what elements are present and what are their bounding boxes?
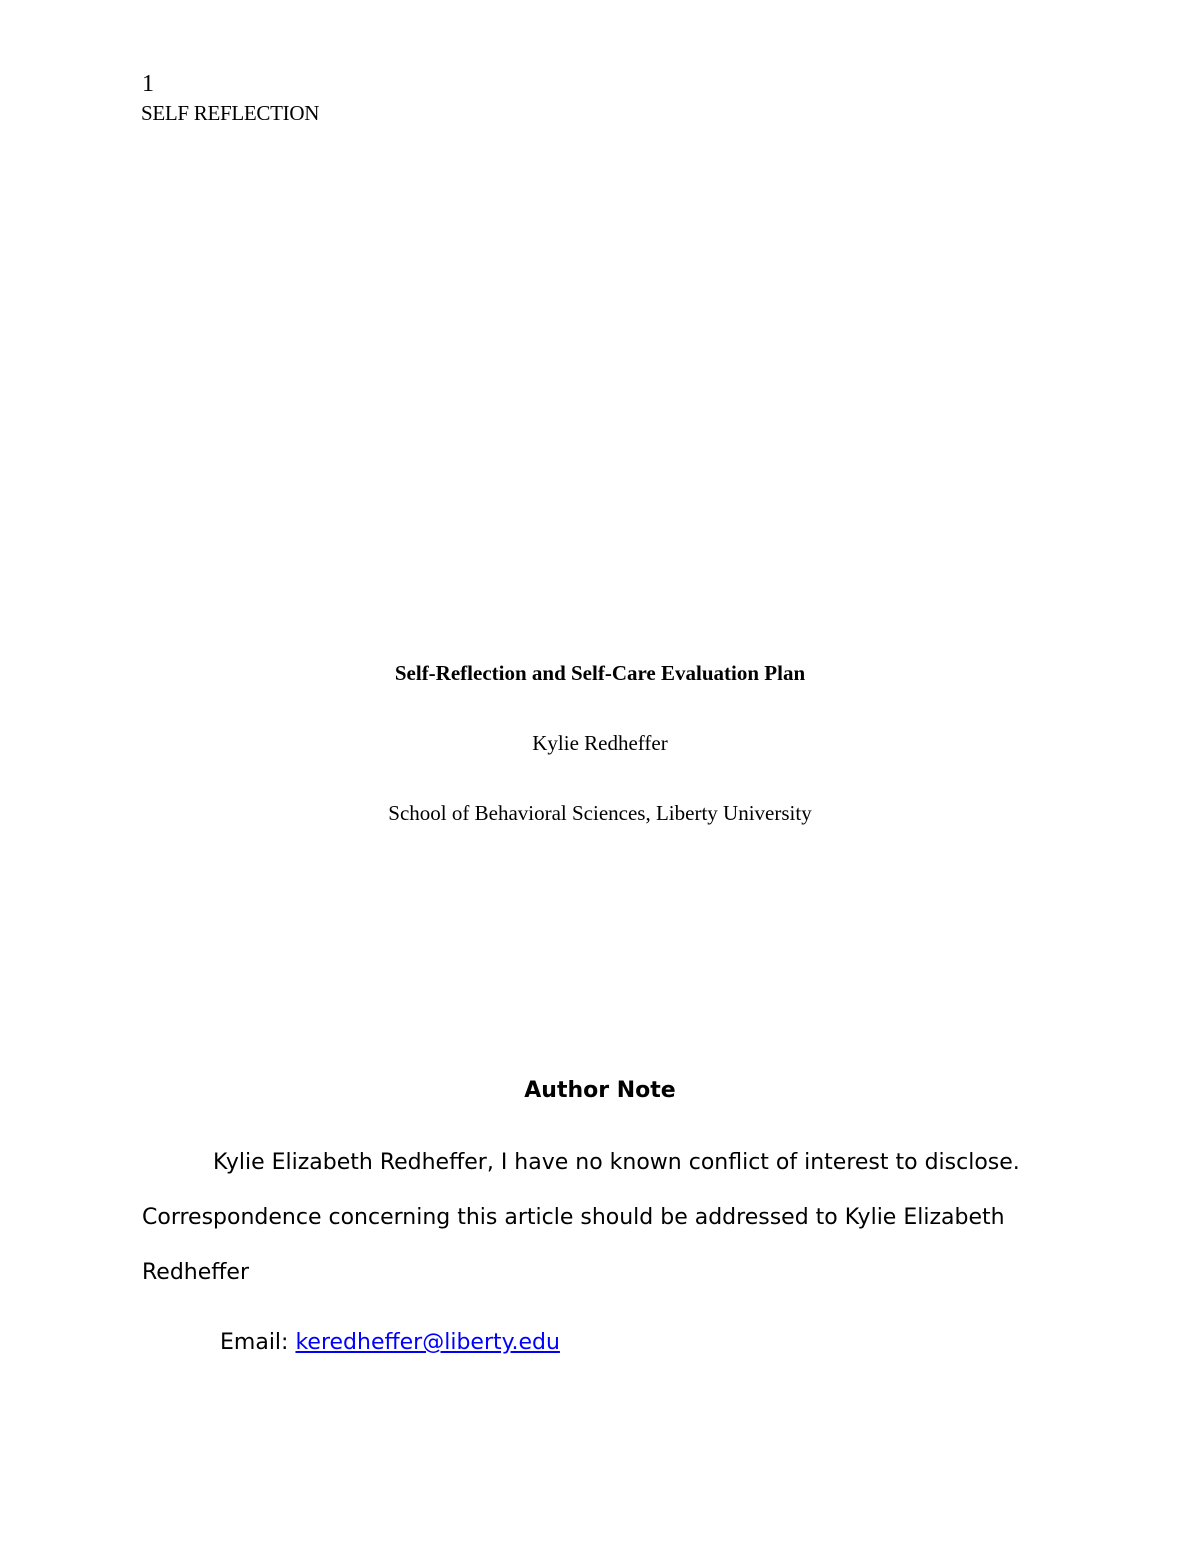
email-link[interactable]: keredheffer@liberty.edu [295, 1330, 560, 1355]
author-note-paragraph: Kylie Elizabeth Redheffer, I have no known conflict of interest to disclose. Correspondence concerning this article should be addressed to Kylie Elizabeth Redheffer [142, 1150, 1020, 1285]
page-number: 1 [142, 71, 154, 97]
email-line [220, 1329, 560, 1357]
paper-title: Self-Reflection and Self-Care Evaluation Plan [394, 661, 806, 685]
running-head: SELF REFLECTION [141, 101, 320, 125]
author-affiliation: School of Behavioral Sciences, Liberty University [388, 801, 812, 825]
email-label: Email: [220, 1330, 296, 1355]
author-name: Kylie Redheffer [532, 731, 668, 755]
author-note-heading: Author Note [524, 1078, 676, 1103]
